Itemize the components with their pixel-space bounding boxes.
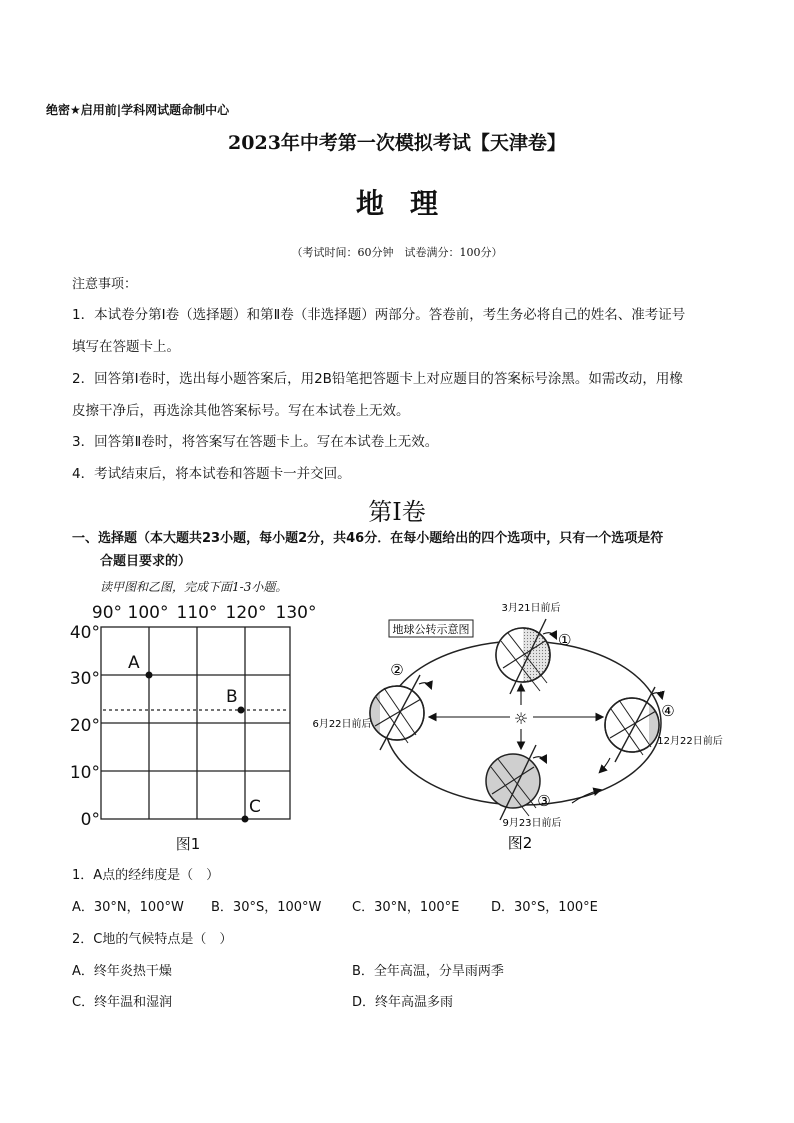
- long-label: 90°: [91, 603, 123, 623]
- confidential-label: 绝密★启用前|学科网试题命制中心: [46, 103, 230, 117]
- section-title: 第Ⅰ卷: [368, 498, 426, 526]
- figure-caption: 图2: [507, 834, 533, 852]
- date-label: 9月23日前后: [502, 818, 562, 829]
- sun-icon: ☼: [513, 709, 529, 728]
- diagram-title: 地球公转示意图: [392, 623, 470, 636]
- figure-1-grid: [60, 598, 330, 858]
- earth-march: [496, 619, 550, 694]
- lat-label: 20°: [69, 716, 100, 736]
- position-number: ③: [537, 792, 551, 810]
- date-label: 6月22日前后: [312, 719, 372, 730]
- option-b[interactable]: B．全年高温，分旱雨两季: [352, 964, 504, 979]
- instruction: 读甲图和乙图，完成下面1-3小题。: [100, 580, 288, 594]
- long-label: 100°: [127, 603, 169, 623]
- question-stem: 2．C地的气候特点是（ ）: [72, 932, 233, 947]
- part-heading-continued: 合题目要求的）: [100, 554, 192, 569]
- point-a: [146, 672, 153, 679]
- option-b[interactable]: B．30°S，100°W: [211, 900, 322, 915]
- position-number: ①: [558, 631, 572, 649]
- date-label: 12月22日前后: [657, 736, 723, 747]
- part-heading: 一、选择题（本大题共23小题，每小题2分，共46分．在每小题给出的四个选项中，只有一个选项是符: [72, 531, 664, 546]
- figure-2-revolution: [310, 598, 730, 858]
- option-c[interactable]: C．终年温和湿润: [72, 995, 173, 1010]
- earth-september: [486, 745, 540, 820]
- note-line: 4．考试结束后，将本试卷和答题卡一并交回。: [72, 466, 351, 482]
- lat-label: 0°: [80, 810, 100, 830]
- point-label: C: [249, 797, 261, 817]
- lat-label: 30°: [69, 669, 100, 689]
- option-a[interactable]: A．30°N，100°W: [72, 900, 184, 915]
- lat-label: 10°: [69, 763, 100, 783]
- point-label: A: [128, 653, 140, 673]
- note-line: 2．回答第Ⅰ卷时，选出每小题答案后，用2B铅笔把答题卡上对应题目的答案标号涂黑。如需改动，用橡: [72, 371, 683, 387]
- earth-december: [605, 687, 659, 762]
- option-a[interactable]: A．终年炎热干燥: [72, 964, 172, 979]
- note-line: 3．回答第Ⅱ卷时，将答案写在答题卡上。写在本试卷上无效。: [72, 434, 439, 450]
- long-label: 110°: [176, 603, 218, 623]
- point-c: [242, 816, 249, 823]
- note-line: 填写在答题卡上。: [72, 339, 180, 355]
- exam-title: 2023年中考第一次模拟考试【天津卷】: [228, 132, 566, 154]
- option-d[interactable]: D．30°S，100°E: [491, 900, 598, 915]
- question-stem: 1．A点的经纬度是（ ）: [72, 868, 220, 883]
- long-label: 130°: [275, 603, 317, 623]
- notes-heading: 注意事项：: [72, 277, 138, 292]
- figure-caption: 图1: [175, 835, 201, 853]
- point-b: [238, 707, 245, 714]
- point-label: B: [226, 687, 238, 707]
- long-label: 120°: [225, 603, 267, 623]
- lat-label: 40°: [69, 623, 100, 643]
- note-line: 皮擦干净后，再选涂其他答案标号。写在本试卷上无效。: [72, 403, 410, 419]
- note-line: 1．本试卷分第Ⅰ卷（选择题）和第Ⅱ卷（非选择题）两部分。答卷前，考生务必将自己的姓名、准考证号: [72, 307, 686, 323]
- earth-june: [370, 675, 424, 750]
- position-number: ②: [390, 661, 404, 679]
- option-d[interactable]: D．终年高温多雨: [352, 995, 454, 1010]
- date-label: 3月21日前后: [501, 603, 561, 614]
- option-c[interactable]: C．30°N，100°E: [352, 900, 460, 915]
- position-number: ④: [661, 702, 675, 720]
- exam-info: （考试时间：60分钟 试卷满分：100分）: [291, 246, 503, 259]
- subject-title: 地理: [355, 187, 464, 220]
